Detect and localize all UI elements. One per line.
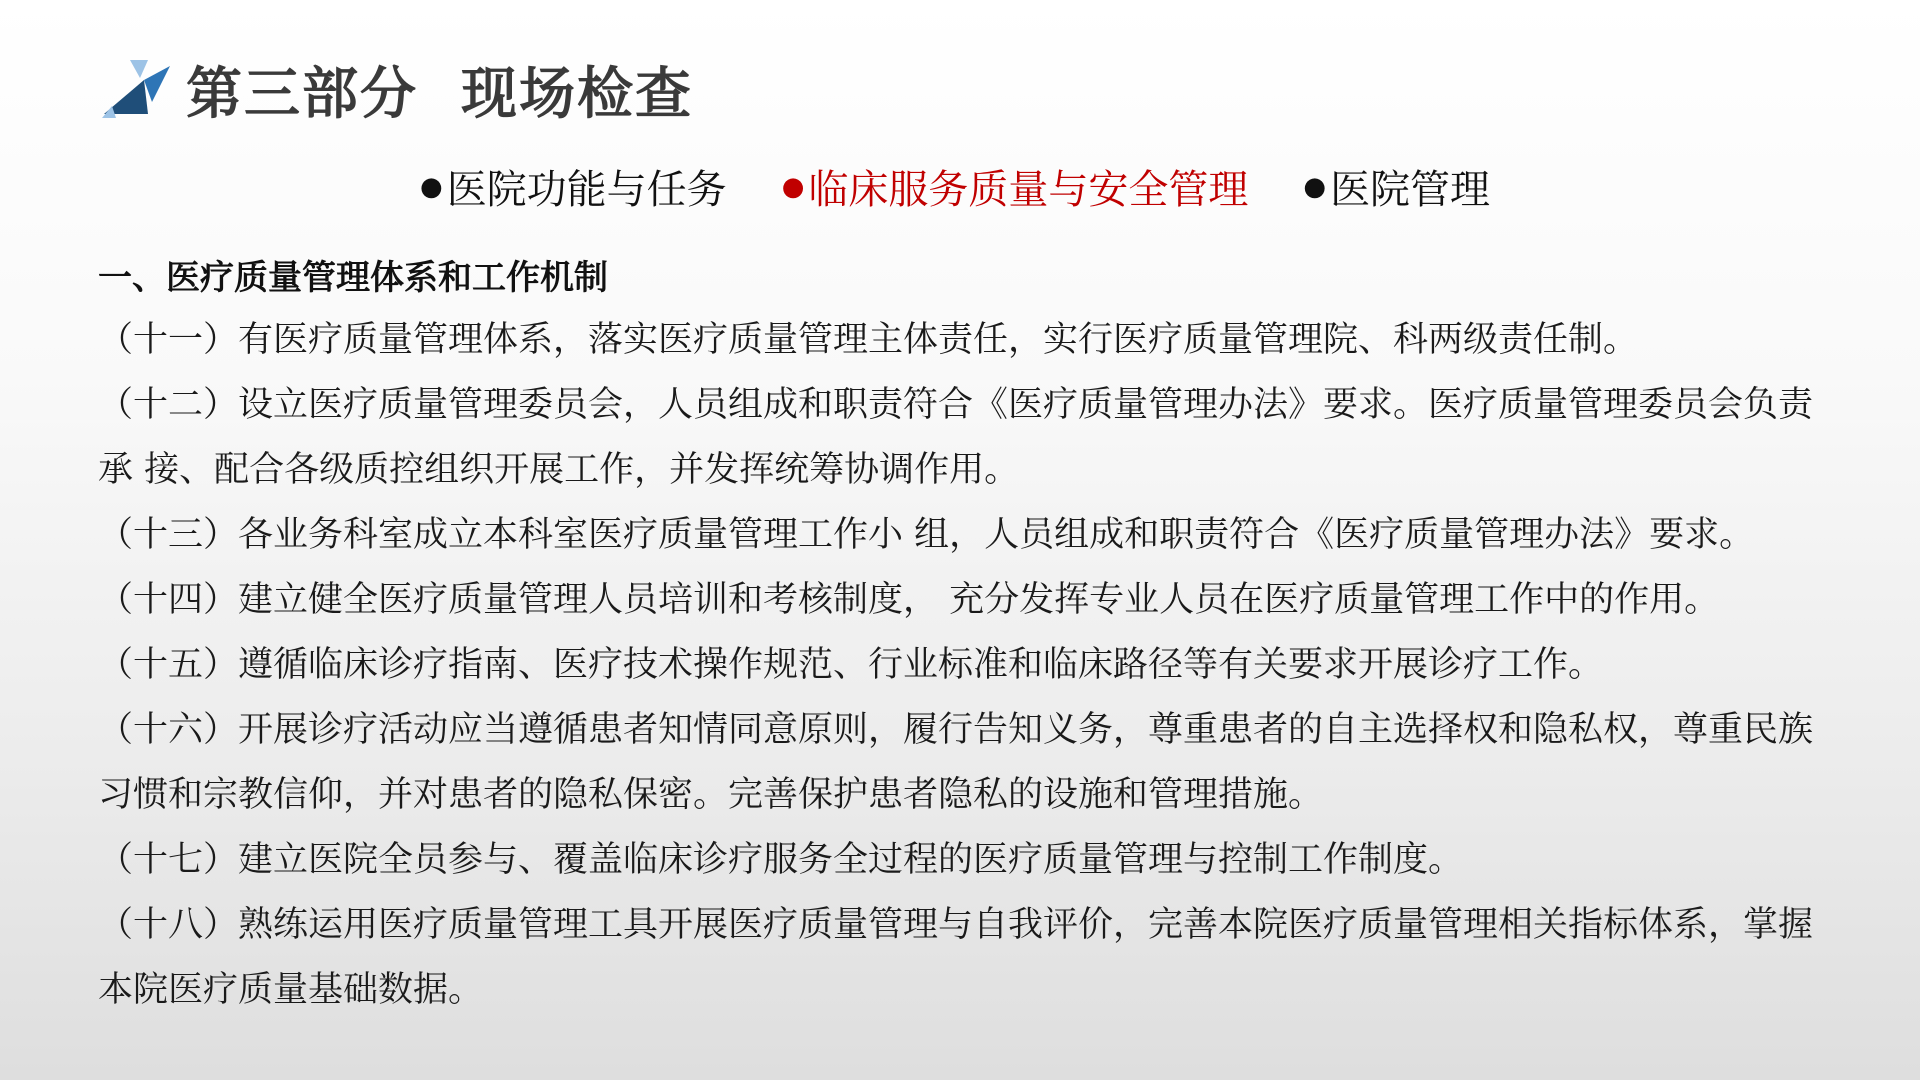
clause-item: （十二）设立医疗质量管理委员会，人员组成和职责符合《医疗质量管理办法》要求。医疗质量管理委员会负责承 接、配合各级质控组织开展工作，并发挥统筹协调作用。 <box>98 385 1814 490</box>
category-tab-label: 临床服务质量与安全管理 <box>808 167 1249 213</box>
bullet-icon: ● <box>1303 171 1327 202</box>
category-tab-label: 医院功能与任务 <box>446 167 727 213</box>
category-tab-hospital-functions[interactable] <box>420 158 727 215</box>
clause-item: （十五）遵循临床诊疗指南、医疗技术操作规范、行业标准和临床路径等有关要求开展诊疗工作。 <box>98 645 1604 685</box>
category-nav <box>420 158 1490 215</box>
clause-item: （十四）建立健全医疗质量管理人员培训和考核制度， 充分发挥专业人员在医疗质量管理工作中的作用。 <box>98 580 1720 620</box>
clause-item: （十三）各业务科室成立本科室医疗质量管理工作小 组，人员组成和职责符合《医疗质量管理办法》要求。 <box>98 515 1755 555</box>
section-heading: 一、医疗质量管理体系和工作机制 <box>98 258 608 298</box>
bullet-icon: ● <box>781 171 805 202</box>
content-body <box>98 248 1838 1023</box>
clause-item: （十八）熟练运用医疗质量管理工具开展医疗质量管理与自我评价，完善本院医疗质量管理相关指标体系，掌握本院医疗质量基础数据。 <box>98 905 1814 1010</box>
clause-item: （十七）建立医院全员参与、覆盖临床诊疗服务全过程的医疗质量管理与控制工作制度。 <box>98 840 1464 880</box>
category-tab-label: 医院管理 <box>1330 167 1491 213</box>
category-tab-clinical-quality[interactable] <box>782 158 1249 215</box>
bullet-icon: ● <box>420 171 443 202</box>
clause-item: （十一）有医疗质量管理体系，落实医疗质量管理主体责任，实行医疗质量管理院、科两级责任制。 <box>98 320 1639 360</box>
category-tab-hospital-management[interactable] <box>1303 158 1490 215</box>
clause-item: （十六）开展诊疗活动应当遵循患者知情同意原则，履行告知义务，尊重患者的自主选择权和隐私权，尊重民族习惯和宗教信仰，并对患者的隐私保密。完善保护患者隐私的设施和管理措施。 <box>98 710 1814 815</box>
triangle-arrow-icon <box>100 58 174 122</box>
slide-header <box>100 55 693 125</box>
page-title: 第三部分 现场检查 <box>186 62 693 127</box>
